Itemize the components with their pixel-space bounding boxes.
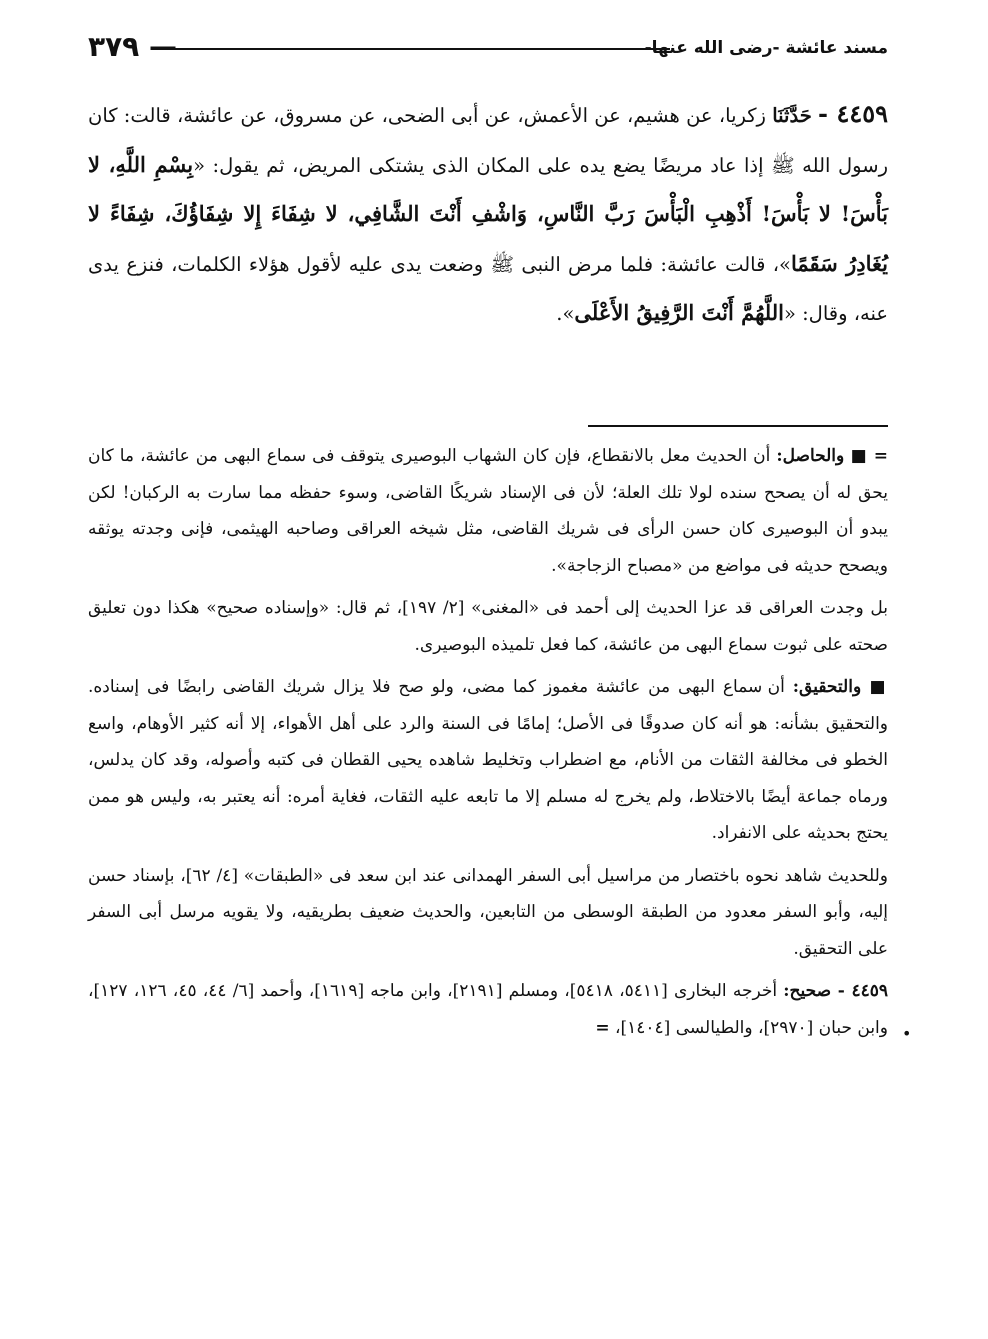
note-lead: ٤٤٥٩ - صحيح: bbox=[783, 981, 889, 1001]
note-paragraph bbox=[88, 438, 888, 584]
page-header bbox=[88, 28, 888, 68]
continuation-mark: = bbox=[595, 1017, 610, 1038]
hadith-quote-2: اللَّهُمَّ أَنْتَ الرَّفِيقُ الأَعْلَى bbox=[574, 300, 784, 325]
footnote-separator bbox=[588, 425, 888, 427]
footnotes bbox=[88, 438, 888, 1052]
note-text: أن سماع البهى من عائشة مغموز كما مضى، ولو صح فلا يزال شريك القاضى رابضًا فى إسناده. والتحقيق بشأنه: هو أنه كان صدوقًا فى الأصل؛ إمامًا فى السنة والرد على أهل الأهواء، إلا أنه كثير الأوهام، واسع الخطو فى مخالفة الثقات من الأنام، مع اضطراب وتخليط شاهده يحيى القطان فى كتبه وأصوله، وقد كان يدلس، ورماه جماعة أيضًا بالاختلاط، ولم يخرج له مسلم إلا ما تابعه عليه الثقات، فغاية أمره: أنه يعتبر به، وليس هو ممن يحتج بحديثه على الانفراد. bbox=[88, 677, 888, 843]
note-paragraph bbox=[88, 973, 888, 1046]
note-lead: = ■ والحاصل: bbox=[776, 446, 889, 466]
hadith-text bbox=[88, 90, 888, 339]
note-text: أخرجه البخارى [٥٤١١، ٥٤١٨]، ومسلم [٢١٩١]، وابن ماجه [١٦١٩]، وأحمد [٦/ ٤٤، ٤٥، ١٢٦، ١٢٧]، وابن حبان [٢٩٧٠]، والطيالسى [١٤٠٤]، bbox=[88, 981, 888, 1038]
hadith-intro: حَدَّثَنَا bbox=[772, 104, 812, 127]
note-lead: ■ والتحقيق: bbox=[792, 677, 889, 697]
hadith-body-2: »، قالت عائشة: فلما مرض النبى ﷺ وضعت يدى عليه لأقول هؤلاء الكلمات، فنزع يدى عنه، وقال: « bbox=[88, 252, 888, 325]
header-rule bbox=[166, 48, 670, 50]
running-title: مسند عائشة -رضى الله عنها- bbox=[644, 38, 888, 58]
note-paragraph: وللحديث شاهد نحوه باختصار من مراسيل أبى السفر الهمدانى عند ابن سعد فى «الطبقات» [٤/ ٦٢]، بإسناد حسن إليه، وأبو السفر معدود من الطبقة الوسطى من التابعين، والحديث ضعيف بطريقيه، ولا يقويه مرسل أبى السفر على التحقيق. bbox=[88, 865, 888, 959]
page-number-value: ٣٧٩ bbox=[88, 30, 140, 63]
note-text: أن الحديث معل بالانقطاع، فإن كان الشهاب البوصيرى يتوقف فى سماع البهى من عائشة، ما كان يحق له أن يصحح سنده لولا تلك العلة؛ لأن فى الإسناد شريكًا القاضى، وسوء حفظه مما سارت به الركبان! لكن يبدو أن البوصيرى كان حسن الرأى فى شريك القاضى، مثل شيخه العراقى وصاحبه الهيثمى، فإنى وجدته يوثقه ويصحح حديثه فى مواضع من «مصباح الزجاجة». bbox=[88, 446, 888, 576]
hadith-body-1: زكريا، عن هشيم، عن الأعمش، عن أبى الضحى، عن مسروق، عن عائشة، قالت: كان رسول الله ﷺ إذا عاد مريضًا يضع يده على المكان الذى يشتكى المريض، ثم يقول: « bbox=[88, 104, 888, 177]
note-paragraph bbox=[88, 669, 888, 852]
note-paragraph: بل وجدت العراقى قد عزا الحديث إلى أحمد فى «المغنى» [٢/ ١٩٧]، ثم قال: «وإسناده صحيح» هكذا دون تعليق صحته على ثبوت سماع البهى من عائشة، كما فعل تلميذه البوصيرى. bbox=[88, 598, 888, 655]
hadith-quote-1: بِسْمِ اللَّهِ، لا بَأْسَ! لا بَأْسَ! أَذْهِبِ الْبَأْسَ رَبَّ النَّاسِ، وَاشْفِ أَنْتَ الشَّافِي، لا شِفَاءَ إِلا شِفَاؤُكَ، شِفَاءً لا يُغَادِرُ سَقَمًا bbox=[88, 151, 888, 276]
hadith-number: ٤٤٥٩ - bbox=[818, 99, 888, 128]
hadith-body-3: ». bbox=[556, 302, 575, 325]
margin-dot: • bbox=[902, 1024, 912, 1043]
page-number: — ٣٧٩ bbox=[88, 30, 178, 63]
